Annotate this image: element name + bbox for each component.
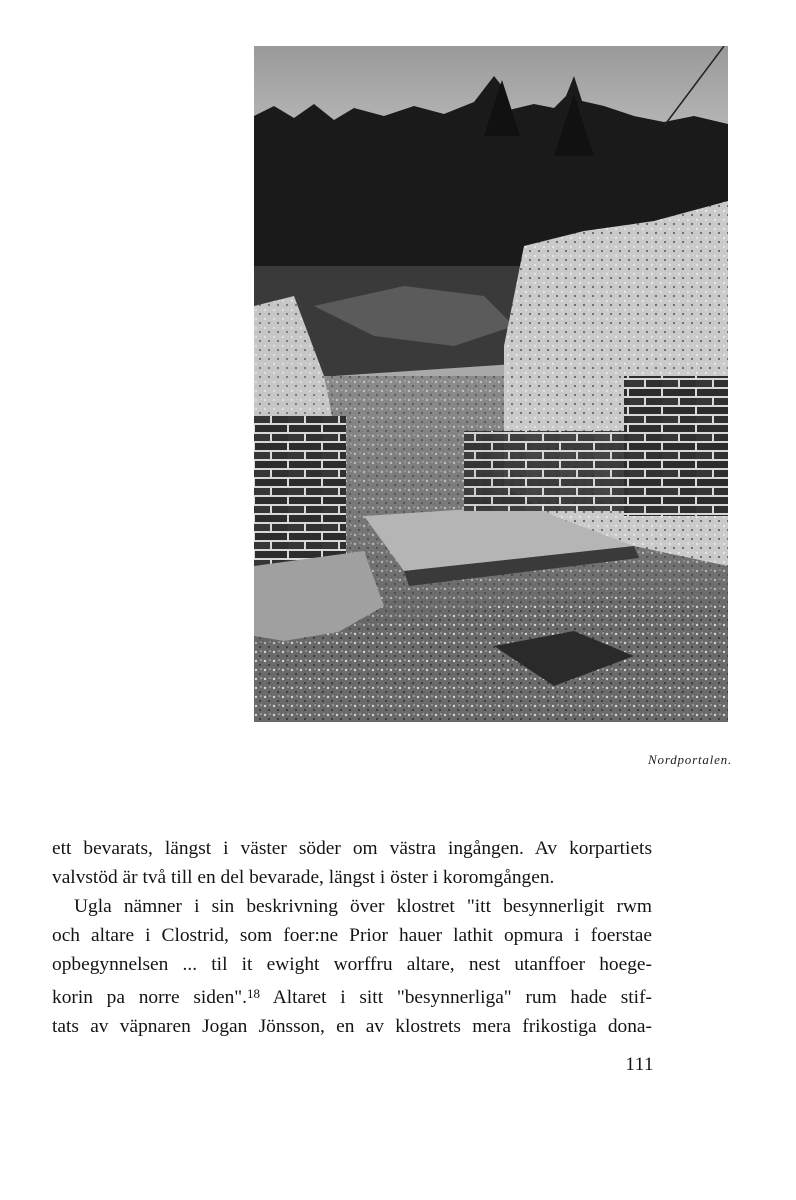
- text-line-6-end: Altaret i sitt "besynnerliga" rum hade stif-: [260, 987, 652, 1008]
- north-portal-photo: [254, 46, 728, 722]
- text-line-5: opbegynnelsen ... til it ewight worffru altare, nest utanffoer hoege-: [52, 954, 652, 975]
- figure-caption: Nordportalen.: [648, 752, 732, 767]
- text-line-6: [52, 979, 652, 1012]
- text-line-1: ett bevarats, längst i väster söder om västra ingången. Av korpartiets: [52, 838, 652, 859]
- text-line-6-start: korin pa norre siden".: [52, 987, 248, 1008]
- body-text: [52, 834, 652, 1041]
- ruin-photo-illustration: [254, 46, 728, 722]
- page-number: 111: [625, 1054, 654, 1075]
- text-line-3: Ugla nämner i sin beskrivning över klostret "itt besynnerligit rwm: [74, 896, 652, 917]
- text-line-4: och altare i Clostrid, som foer:ne Prior hauer lathit opmura i foerstae: [52, 925, 652, 946]
- text-line-2: valvstöd är två till en del bevarade, längst i öster i koromgången.: [52, 867, 555, 888]
- text-line-7: tats av väpnaren Jogan Jönsson, en av klostrets mera frikostiga dona-: [52, 1016, 652, 1037]
- footnote-marker: 18: [247, 986, 261, 1001]
